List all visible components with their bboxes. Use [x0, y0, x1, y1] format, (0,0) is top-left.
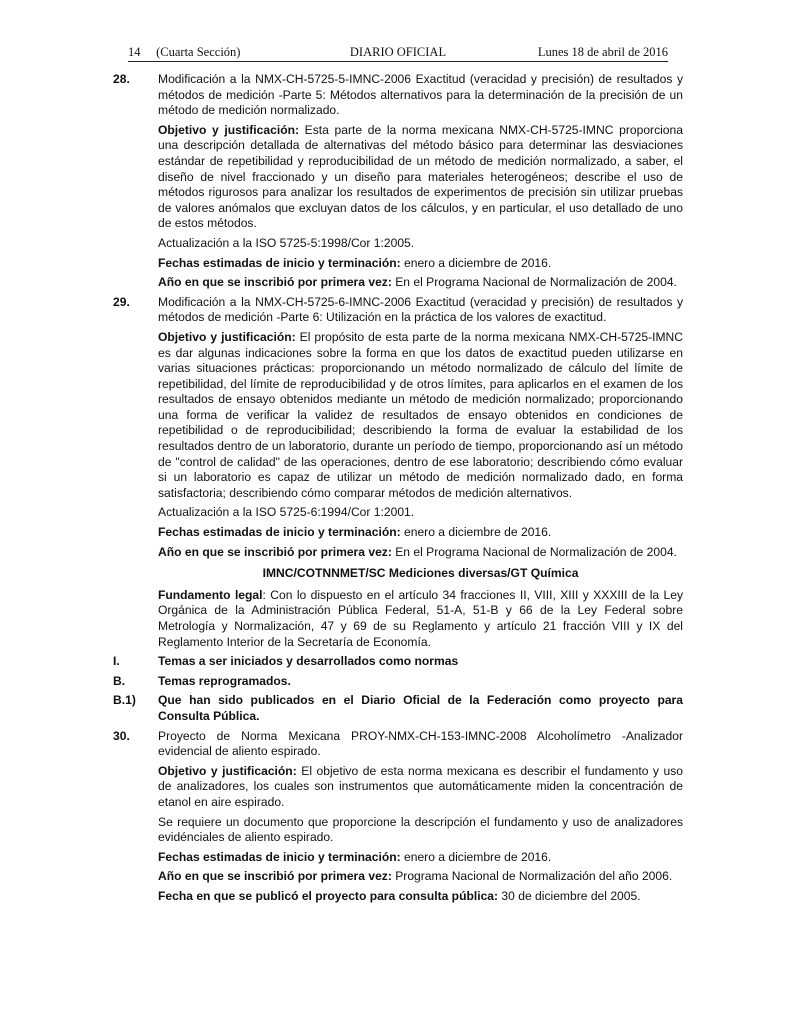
item-number: 29. — [113, 294, 130, 309]
objective-label: Objetivo y justificación: — [158, 122, 299, 137]
item-number: 28. — [113, 72, 130, 86]
year-text: En el Programa Nacional de Normalización de 2004. — [391, 275, 677, 290]
header-publication: DIARIO OFICIAL — [349, 45, 447, 59]
objective-label: Objetivo y justificación: — [158, 763, 297, 778]
year-text: En el Programa Nacional de Normalización de 2004. — [391, 544, 677, 559]
page-header — [128, 44, 668, 62]
year-text: Programa Nacional de Normalización del año 2006. — [391, 869, 673, 884]
item-29 — [113, 295, 683, 326]
dates-label: Fechas estimadas de inicio y terminación: — [158, 525, 401, 540]
outline-number: I. — [113, 654, 120, 669]
header-date: Lunes 18 de abril de 2016 — [537, 45, 668, 59]
year-label: Año en que se inscribió por primera vez: — [158, 275, 392, 290]
dates-line — [158, 850, 683, 866]
item-title: Modificación a la NMX-CH-5725-6-IMNC-2006 Exactitud (veracidad y precisión) de resultados y métodos de medición -Parte 6: Utilización en la práctica de los valores de exactitud. — [158, 294, 683, 325]
publication-date-line — [158, 889, 683, 905]
objective-paragraph — [158, 330, 683, 502]
document-body — [113, 72, 683, 909]
legal-basis-paragraph — [158, 588, 683, 650]
outline-item — [113, 654, 683, 670]
outline-text: Que han sido publicados en el Diario Oficial de la Federación como proyecto para Consulta Pública. — [158, 693, 683, 723]
outline-text: Temas reprogramados. — [158, 673, 291, 688]
objective-paragraph — [158, 123, 683, 232]
publication-date-text: 30 de diciembre del 2005. — [498, 888, 641, 903]
update-line: Actualización a la ISO 5725-6:1994/Cor 1:2001. — [158, 505, 415, 520]
section-heading: IMNC/COTNNMET/SC Mediciones diversas/GT Química — [262, 566, 579, 581]
legal-basis-text: : Con lo dispuesto en el artículo 34 fracciones II, VIII, XIII y XXXIII de la Ley Orgánica de la Administración Pública Federal, 51-A, 51-B y 66 de la Ley Federal sobre Metrología y Normalización, 47 y 69 de su Reglamento y artículo 21 fracción VIII y IX del Reglamento Interior de la Secretaría de Economía. — [158, 587, 683, 649]
dates-label: Fechas estimadas de inicio y terminación: — [158, 255, 401, 270]
objective-label: Objetivo y justificación: — [158, 329, 296, 344]
item-title: Modificación a la NMX-CH-5725-5-IMNC-2006 Exactitud (veracidad y precisión) de resultados y métodos de medición -Parte 5: Métodos alternativos para la determinación de la precisión de un método de medición normalizado. — [158, 72, 683, 118]
item-28 — [113, 72, 683, 119]
requirement-paragraph: Se requiere un documento que proporcione la descripción el fundamento y uso de analizadores evidénciales de aliento espirado. — [158, 814, 683, 845]
update-line: Actualización a la ISO 5725-5:1998/Cor 1:2005. — [158, 235, 415, 250]
dates-line — [158, 256, 683, 272]
year-line — [158, 275, 683, 291]
objective-text: El propósito de esta parte de la norma mexicana NMX-CH-5725-IMNC es dar algunas indicaciones sobre la forma en que los datos de exactitud pueden utilizarse en varias situaciones prácticas: proporcionando un método normalizado de cálculo del límite de repetibilidad, del límite de reproducibilidad y de otros límites, para aplicarlos en el examen de los resultados de ensayo obtenidos mediante un método de medición normalizado; proporcionando una forma de verificar la validez de resultados de ensayo obtenidos en condiciones de repetibilidad o de reproducibilidad; describiendo la forma de evaluar la estabilidad de los resultados dentro de un laboratorio, durante un período de tiempo, proporcionando así un método de "control de calidad" de las operaciones, dentro de ese laboratorio; describiendo cómo evaluar si un laboratorio es capaz de utilizar un método de medición normalizado dado, en forma satisfactoria; describiendo cómo comparar métodos de medición alternativos. — [158, 329, 683, 500]
item-title: Proyecto de Norma Mexicana PROY-NMX-CH-153-IMNC-2008 Alcoholímetro -Analizador evidencial de aliento espirado. — [158, 728, 683, 759]
dates-text: enero a diciembre de 2016. — [400, 255, 552, 270]
objective-text: El objetivo de esta norma mexicana es describir el fundamento y uso de analizadores, los cuales son instrumentos que automáticamente miden la concentración de etanol en aire espirado. — [158, 763, 683, 809]
outline-number: B. — [113, 673, 126, 688]
year-label: Año en que se inscribió por primera vez: — [158, 544, 392, 559]
item-30 — [113, 729, 683, 760]
dates-text: enero a diciembre de 2016. — [400, 849, 552, 864]
dates-text: enero a diciembre de 2016. — [400, 525, 552, 540]
dates-label: Fechas estimadas de inicio y terminación: — [158, 849, 401, 864]
year-line — [158, 545, 683, 561]
dates-line — [158, 525, 683, 541]
year-label: Año en que se inscribió por primera vez: — [158, 869, 392, 884]
header-rule — [128, 61, 668, 62]
objective-paragraph — [158, 764, 683, 811]
item-number: 30. — [113, 728, 130, 743]
header-page-section: 14 (Cuarta Sección) — [128, 45, 241, 59]
outline-item — [113, 674, 683, 690]
publication-date-label: Fecha en que se publicó el proyecto para consulta pública: — [158, 888, 499, 903]
objective-text: Esta parte de la norma mexicana NMX-CH-5725-IMNC proporciona una descripción detallada de alternativas del método básico para determinar las desviaciones estándar de repetibilidad y reproducibilidad de un método de medición normalizado, a saber, el diseño de nivel fraccionado y un diseño para materiales heterogéneos; describe el uso de métodos rigurosos para analizar los resultados de experimentos de precisión sin utilizar pruebas de valores anómalos que excluyan datos de los cálculos, y en particular, el uso detallado de uno de estos métodos. — [158, 122, 683, 231]
legal-basis-label: Fundamento legal — [158, 587, 263, 602]
outline-text: Temas a ser iniciados y desarrollados como normas — [158, 654, 459, 669]
outline-number: B.1) — [113, 693, 136, 708]
year-line — [158, 869, 683, 885]
outline-item — [113, 693, 683, 724]
